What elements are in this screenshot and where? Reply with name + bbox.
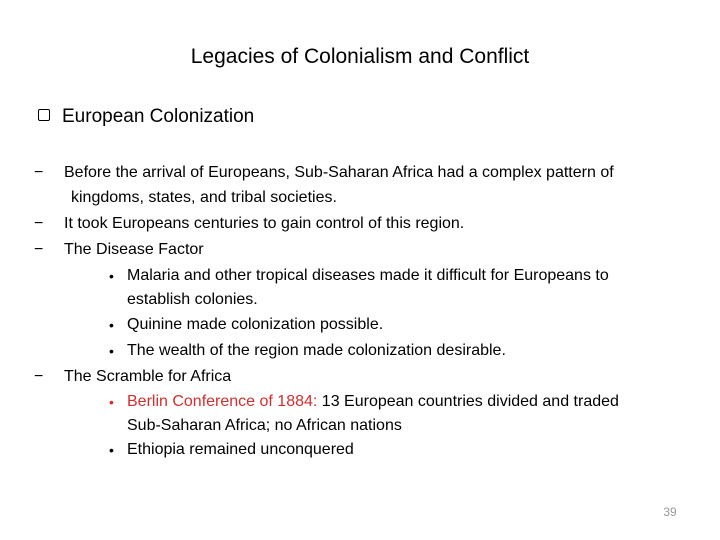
bullet-item bbox=[34, 237, 704, 262]
slide-title: Legacies of Colonialism and Conflict bbox=[190, 45, 530, 68]
sub-bullet-text-continued: Sub-Saharan Africa; no African nations bbox=[127, 417, 402, 434]
dash-bullet-icon: − bbox=[34, 164, 44, 181]
sub-bullet-text: 13 European countries divided and traded bbox=[317, 393, 619, 410]
sub-bullet-item bbox=[109, 313, 697, 337]
section-heading-text: European Colonization bbox=[62, 106, 255, 127]
bullet-item bbox=[34, 160, 704, 210]
bullet-item bbox=[34, 211, 704, 236]
dash-bullet-icon: − bbox=[34, 241, 44, 258]
sub-bullet-item bbox=[109, 438, 697, 462]
dash-bullet-icon: − bbox=[34, 215, 44, 232]
bullet-text: It took Europeans centuries to gain control of this region. bbox=[64, 215, 465, 232]
bullet-text: The Scramble for Africa bbox=[64, 368, 232, 385]
dot-bullet-icon: • bbox=[109, 394, 114, 410]
section-heading bbox=[38, 104, 254, 130]
checkbox-bullet-icon bbox=[38, 109, 50, 121]
sub-bullet-text: Quinine made colonization possible. bbox=[127, 316, 384, 333]
sub-bullet-text: Ethiopia remained unconquered bbox=[127, 441, 354, 458]
bullet-item bbox=[34, 364, 704, 389]
bullet-text: Before the arrival of Europeans, Sub-Saharan Africa had a complex pattern of bbox=[64, 164, 614, 181]
page-number: 39 bbox=[663, 505, 677, 519]
bullet-text-continued: kingdoms, states, and tribal societies. bbox=[71, 189, 337, 206]
bullet-text: The Disease Factor bbox=[64, 241, 204, 258]
sub-bullet-text: Malaria and other tropical diseases made it difficult for Europeans to bbox=[127, 267, 609, 284]
sub-bullet-item bbox=[109, 339, 697, 363]
sub-bullet-item bbox=[109, 390, 697, 438]
sub-bullet-item bbox=[109, 264, 697, 312]
sub-bullet-text: The wealth of the region made colonization desirable. bbox=[127, 342, 506, 359]
dot-bullet-icon: • bbox=[109, 343, 114, 359]
dash-bullet-icon: − bbox=[34, 368, 44, 385]
sub-bullet-text-continued: establish colonies. bbox=[127, 291, 258, 308]
highlighted-colon: : bbox=[312, 393, 318, 410]
dot-bullet-icon: • bbox=[109, 317, 114, 333]
highlighted-term: Berlin Conference of 1884 bbox=[127, 393, 313, 410]
dot-bullet-icon: • bbox=[109, 442, 114, 458]
dot-bullet-icon: • bbox=[109, 268, 114, 284]
